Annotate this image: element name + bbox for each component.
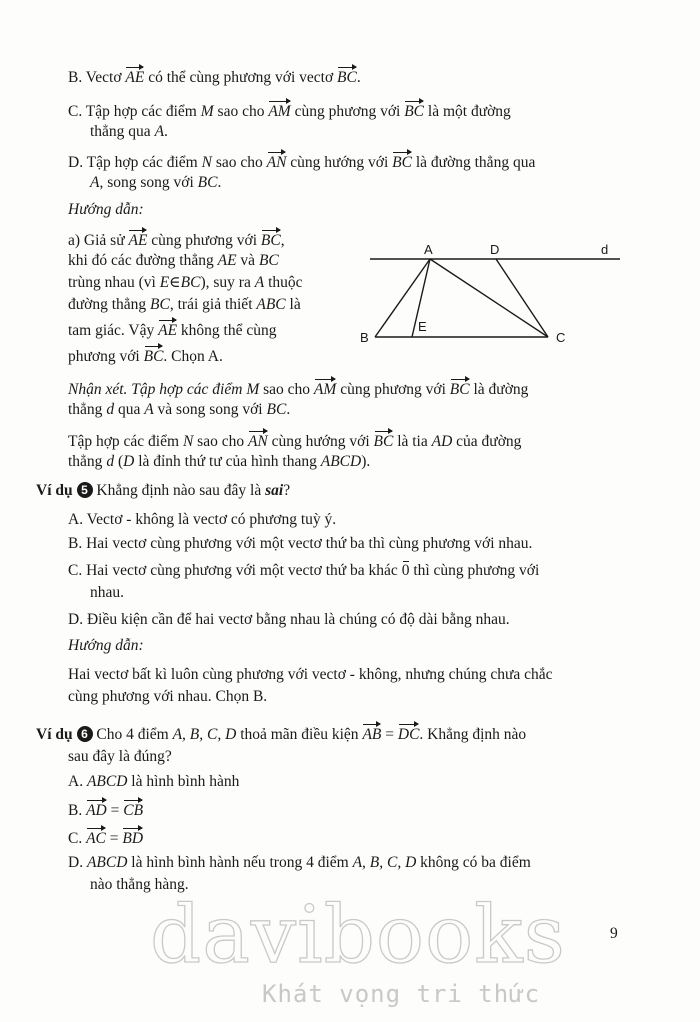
- example-6-question-line-1: Ví dụ 6 Cho 4 điểm A, B, C, D thoả mãn điều kiện AB = DC. Khẳng định nào: [36, 723, 526, 745]
- segment-ac: [430, 259, 548, 337]
- example-5-option-a: A. Vectơ - không là vectơ có phương tuỳ ý.: [68, 511, 337, 528]
- example-5-answer-line-1: Hai vectơ bất kì luôn cùng phương với vectơ - không, nhưng chúng chưa chắc: [68, 666, 553, 683]
- example-5-badge: 5: [77, 482, 93, 498]
- guide-a-line-2: khi đó các đường thẳng AE và BC: [68, 252, 279, 269]
- example-5-guide-heading: Hướng dẫn:: [68, 637, 144, 654]
- option-d-line-2: A, song song với BC.: [90, 174, 222, 191]
- label-d: D: [490, 242, 500, 257]
- example-6-option-d-line-2: nào thẳng hàng.: [90, 876, 189, 893]
- guide-a-line-4: đường thẳng BC, trái giả thiết ABC là: [68, 296, 301, 313]
- label-c: C: [556, 330, 566, 345]
- label-e: E: [418, 319, 427, 334]
- example-5-option-c-line-1: C. Hai vectơ cùng phương với một vectơ thứ ba khác 0 thì cùng phương với: [68, 562, 540, 579]
- set-n-line-1: Tập hợp các điểm N sao cho AN cùng hướng với BC là tia AD của đường: [68, 430, 521, 452]
- example-6-option-a: A. ABCD là hình bình hành: [68, 773, 240, 790]
- option-c-line-2: thẳng qua A.: [90, 123, 168, 140]
- remark-line-2: thẳng d qua A và song song với BC.: [68, 401, 291, 418]
- option-c-line-1: C. Tập hợp các điểm M sao cho AM cùng phương với BC là một đường: [68, 100, 511, 122]
- guide-a-line-1: a) Giả sử AE cùng phương với BC,: [68, 229, 285, 251]
- example-5-option-d: D. Điều kiện cần để hai vectơ bằng nhau là chúng có độ dài bằng nhau.: [68, 611, 510, 628]
- guide-a-line-6: phương với BC. Chọn A.: [68, 345, 223, 367]
- example-5-option-b: B. Hai vectơ cùng phương với một vectơ thứ ba thì cùng phương với nhau.: [68, 535, 533, 552]
- example-6-option-b: B. AD = CB: [68, 799, 143, 821]
- example-5-answer-line-2: cùng phương với nhau. Chọn B.: [68, 688, 268, 705]
- segment-dc: [496, 259, 548, 337]
- example-6-question-line-2: sau đây là đúng?: [68, 748, 172, 765]
- example-5-option-c-line-2: nhau.: [90, 584, 125, 601]
- page-number: 9: [610, 925, 618, 942]
- option-b-line: B. Vectơ AE có thể cùng phương với vectơ BC.: [68, 66, 361, 88]
- option-d-line-1: D. Tập hợp các điểm N sao cho AN cùng hướng với BC là đường thẳng qua: [68, 151, 535, 173]
- example-6-badge: 6: [77, 726, 93, 742]
- remark-line-1: Nhận xét. Tập hợp các điểm M sao cho AM cùng phương với BC là đường: [68, 378, 528, 400]
- label-b: B: [360, 330, 369, 345]
- watermark-brand: davibooks: [150, 888, 566, 981]
- guide-a-line-5: tam giác. Vậy AE không thể cùng: [68, 319, 277, 341]
- guide-a-line-3: trùng nhau (vì E∈BC), suy ra A thuộc: [68, 274, 303, 291]
- example-6-option-c: C. AC = BD: [68, 827, 143, 849]
- label-a: A: [424, 242, 433, 257]
- label-line-d: d: [601, 242, 609, 257]
- set-n-line-2: thẳng d (D là đỉnh thứ tư của hình thang ABCD).: [68, 453, 371, 470]
- example-5-question: Ví dụ 5 Khẳng định nào sau đây là sai?: [36, 482, 291, 499]
- watermark-slogan: Khát vọng tri thức: [262, 980, 541, 1008]
- guide-heading: Hướng dẫn:: [68, 201, 144, 218]
- example-6-option-d-line-1: D. ABCD là hình bình hành nếu trong 4 điểm A, B, C, D không có ba điểm: [68, 854, 531, 871]
